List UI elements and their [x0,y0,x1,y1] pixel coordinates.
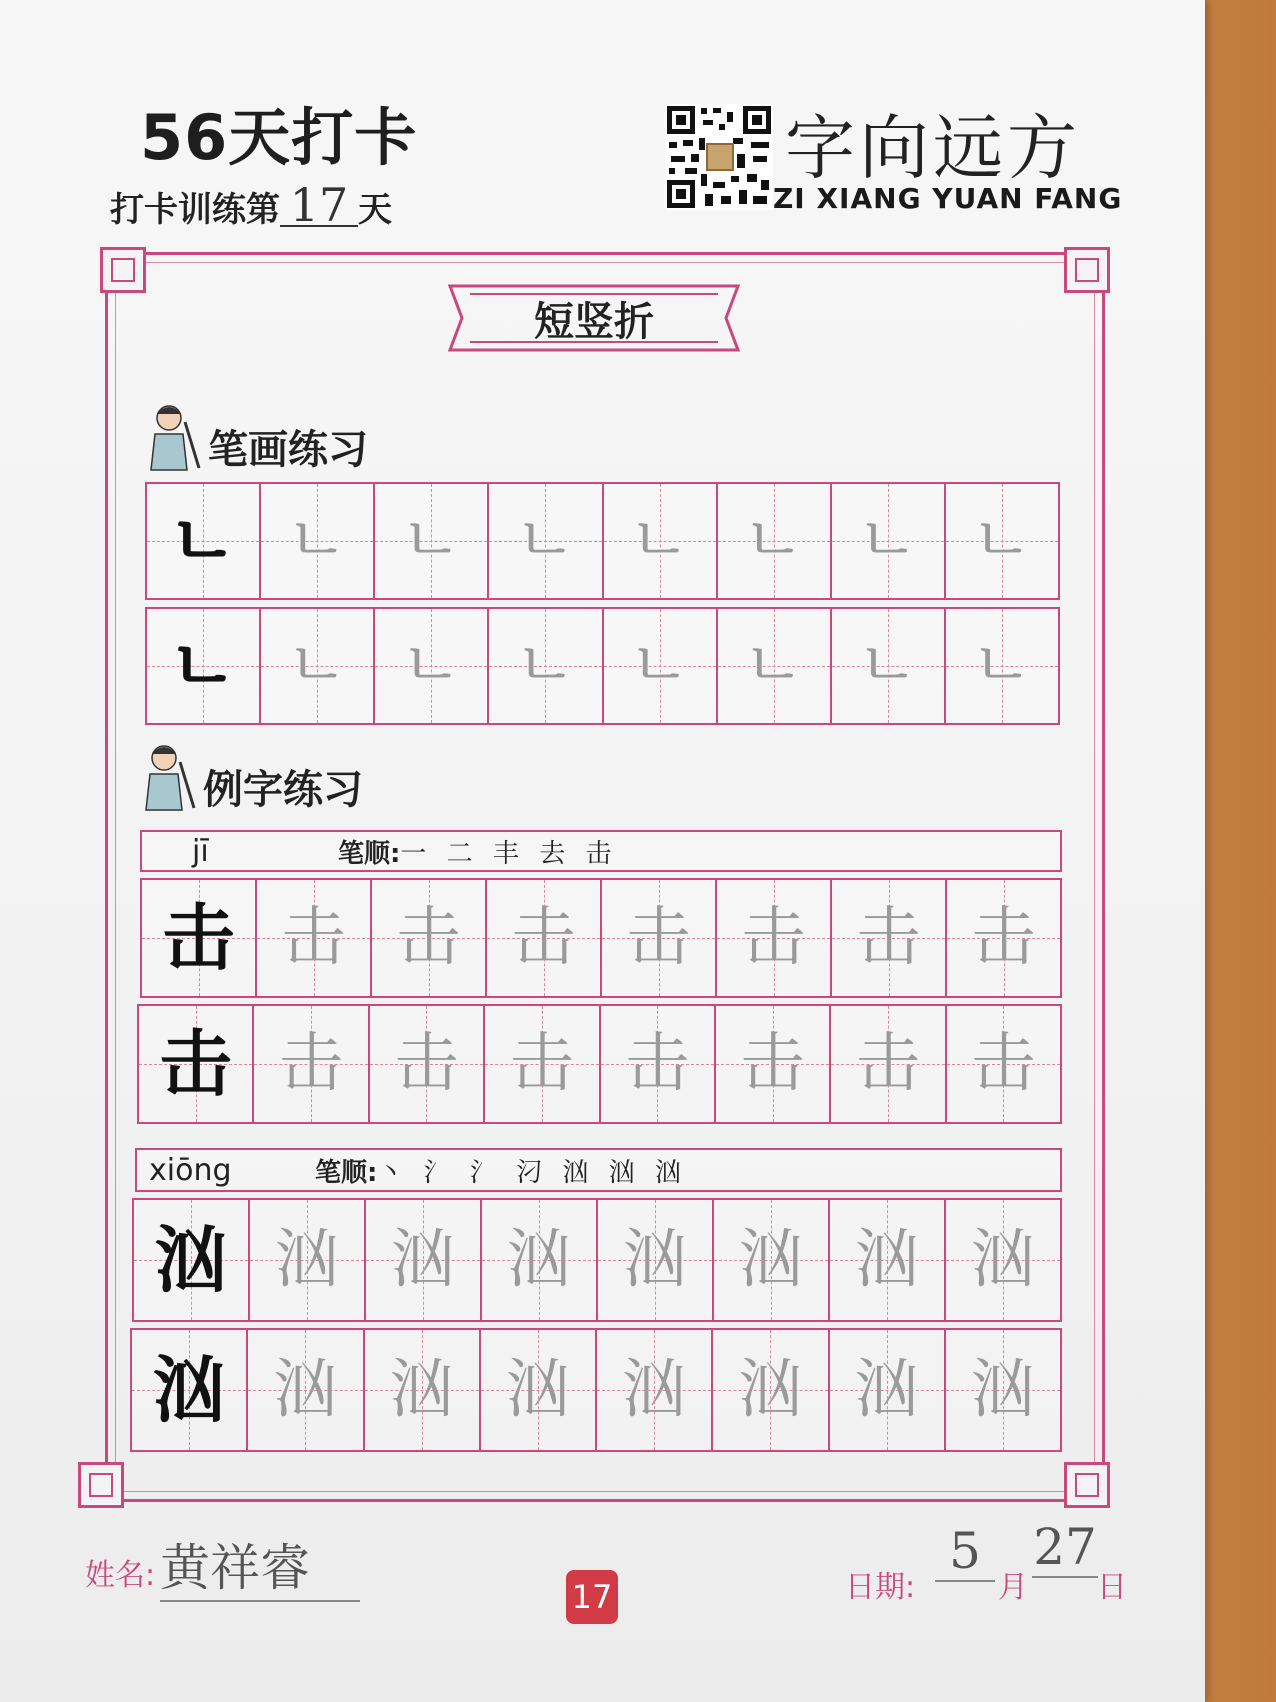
day-field-handwritten[interactable]: 27 [1033,1518,1097,1576]
trace-cell[interactable] [261,609,375,723]
trace-glyph: 击 [856,901,921,975]
character-practice-row [130,1328,1062,1452]
model-cell [134,1200,250,1320]
page-number-badge: 17 [566,1570,618,1624]
trace-glyph: ㄴ [742,629,805,703]
character-info-bar [135,1148,1062,1192]
stroke-practice-heading: 笔画练习 [208,427,368,473]
model-character: 汹 [153,1347,226,1432]
trace-glyph: 汹 [971,1223,1035,1297]
trace-glyph: 击 [626,901,691,975]
trace-cell[interactable] [832,609,946,723]
character-practice-row [137,1004,1062,1124]
trace-glyph: 击 [740,1027,805,1101]
trace-glyph: 汹 [275,1223,339,1297]
month-label: 月 [998,1570,1028,1605]
trace-cell[interactable] [717,880,832,996]
trace-glyph: 汹 [389,1353,454,1427]
name-field-handwritten[interactable]: 黄祥睿 [160,1528,360,1602]
trace-cell[interactable] [946,609,1058,723]
trace-glyph: 击 [971,1027,1036,1101]
trace-cell[interactable] [481,1330,597,1450]
trace-cell[interactable] [487,880,602,996]
trace-cell[interactable] [604,609,718,723]
trace-glyph: 击 [396,901,461,975]
name-label: 姓名: [85,1558,156,1593]
trace-glyph: ㄴ [971,629,1033,703]
frame-corner-ornament [100,247,146,293]
trace-glyph: ㄴ [286,629,349,703]
stroke-practice-row [145,482,1060,600]
trace-cell[interactable] [257,880,372,996]
date-label: 日期: [845,1570,916,1605]
trace-cell[interactable] [718,484,832,598]
trace-cell[interactable] [375,484,489,598]
trace-glyph: 汹 [738,1353,803,1427]
trace-glyph: ㄴ [971,504,1033,578]
trace-glyph: 汹 [739,1223,803,1297]
pinyin-label: jī [192,833,209,869]
brand-logo: 字向远方 [785,107,1081,189]
frame-corner-ornament [78,1462,124,1508]
model-character: 击 [159,1021,232,1106]
trace-cell[interactable] [489,609,603,723]
trace-glyph: 击 [741,901,806,975]
trace-glyph: 汹 [622,1353,687,1427]
day-prefix: 打卡训练第 [110,190,280,230]
trace-cell[interactable] [489,484,603,598]
trace-glyph: 击 [394,1027,459,1101]
trace-glyph: ㄴ [628,504,691,578]
scholar-mascot-icon [140,740,196,812]
example-practice-heading: 例字练习 [203,767,363,813]
trace-glyph: 汹 [505,1353,570,1427]
trace-glyph: 击 [281,901,346,975]
trace-cell[interactable] [375,609,489,723]
day-number-handwritten: 17 [280,185,358,227]
trace-cell[interactable] [716,1006,831,1122]
character-practice-row [140,878,1062,998]
trace-glyph: ㄴ [514,629,577,703]
trace-glyph: ㄴ [400,629,463,703]
character-practice-row [132,1198,1062,1322]
trace-glyph: 击 [971,901,1036,975]
trace-cell[interactable] [482,1200,598,1320]
trace-cell[interactable] [598,1200,714,1320]
stroke-model-glyph: ㄴ [168,623,238,708]
trace-cell[interactable] [946,1330,1060,1450]
trace-cell[interactable] [597,1330,713,1450]
trace-cell[interactable] [248,1330,364,1450]
model-cell [142,880,257,996]
trace-cell[interactable] [366,1200,482,1320]
trace-glyph: 汹 [855,1223,919,1297]
trace-cell[interactable] [832,484,946,598]
model-character: 击 [162,895,235,980]
model-cell [132,1330,248,1450]
stroke-order-label: 笔顺: [315,1157,378,1188]
qr-code-icon [665,104,773,210]
trace-glyph: ㄴ [400,504,463,578]
day-suffix: 天 [358,190,392,230]
model-character: 汹 [154,1217,227,1302]
trace-glyph: 汹 [273,1353,338,1427]
trace-cell[interactable] [830,1200,946,1320]
trace-cell[interactable] [370,1006,485,1122]
trace-cell[interactable] [601,1006,716,1122]
month-field-handwritten[interactable]: 5 [935,1522,995,1582]
trace-glyph: 击 [511,901,576,975]
trace-glyph: 击 [855,1027,920,1101]
model-cell [147,609,261,723]
day-counter [110,178,392,232]
trace-glyph: ㄴ [286,504,349,578]
trace-glyph: 击 [279,1027,344,1101]
stroke-model-glyph: ㄴ [168,498,238,583]
brand-name-latin: ZI XIANG YUAN FANG [773,182,1123,215]
trace-cell[interactable] [485,1006,600,1122]
trace-cell[interactable] [602,880,717,996]
trace-cell[interactable] [372,880,487,996]
trace-cell[interactable] [946,1200,1060,1320]
trace-glyph: 汹 [507,1223,571,1297]
trace-cell[interactable] [713,1330,829,1450]
stroke-order-sequence: 一 二 丰 去 击 [400,838,618,869]
lesson-title: 短竖折 [534,299,654,345]
trace-glyph: ㄴ [628,629,691,703]
trace-cell[interactable] [831,1006,946,1122]
frame-corner-ornament [1064,1462,1110,1508]
trace-glyph: 汹 [623,1223,687,1297]
trace-glyph: ㄴ [514,504,577,578]
stroke-order-sequence: 丶 氵 氵 汈 汹 汹 汹 [377,1157,687,1188]
day-label: 日 [1097,1570,1127,1605]
stroke-order-label: 笔顺: [338,838,401,869]
trace-cell[interactable] [254,1006,369,1122]
trace-glyph: ㄴ [856,629,919,703]
trace-glyph: 汹 [391,1223,455,1297]
frame-corner-ornament [1064,247,1110,293]
trace-cell[interactable] [250,1200,366,1320]
trace-cell[interactable] [830,1330,946,1450]
stroke-practice-row [145,607,1060,725]
trace-cell[interactable] [365,1330,481,1450]
trace-cell[interactable] [946,484,1058,598]
trace-cell[interactable] [832,880,947,996]
trace-glyph: 汹 [970,1353,1035,1427]
trace-glyph: ㄴ [742,504,805,578]
trace-glyph: 击 [509,1027,574,1101]
scholar-mascot-icon [145,400,201,472]
trace-glyph: 击 [625,1027,690,1101]
model-cell [139,1006,254,1122]
trace-cell[interactable] [947,880,1060,996]
character-info-bar [140,830,1062,872]
model-cell [147,484,261,598]
pinyin-label: xiōng [149,1152,232,1188]
trace-glyph: ㄴ [856,504,919,578]
trace-cell[interactable] [714,1200,830,1320]
page-title: 56天打卡 [140,101,418,174]
trace-cell[interactable] [261,484,375,598]
trace-cell[interactable] [604,484,718,598]
trace-glyph: 汹 [854,1353,919,1427]
trace-cell[interactable] [947,1006,1060,1122]
trace-cell[interactable] [718,609,832,723]
